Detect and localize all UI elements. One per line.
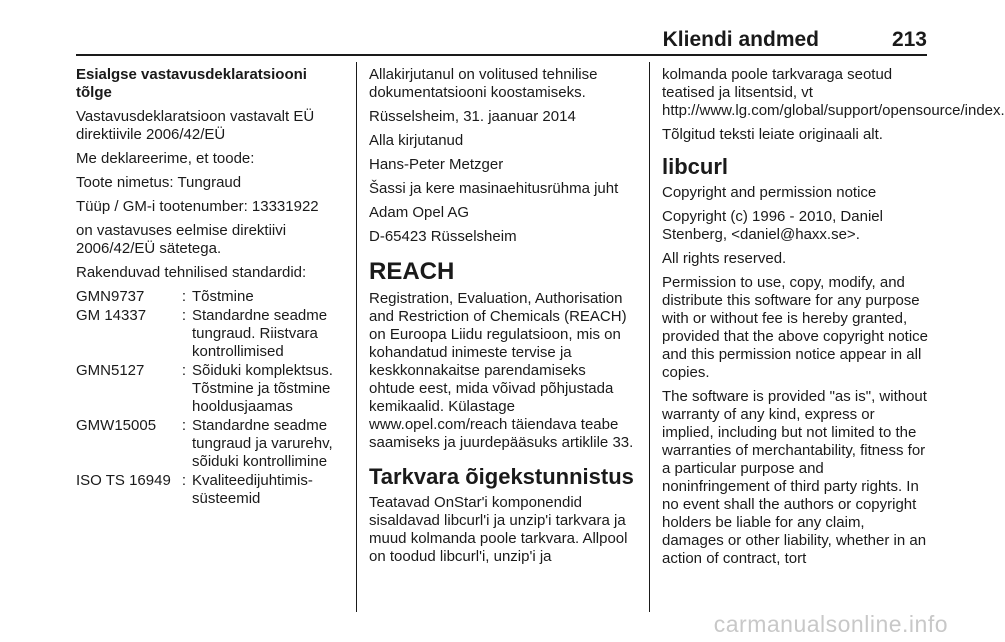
standard-description: Tõstmine — [192, 288, 254, 305]
section-title: Kliendi andmed — [662, 28, 819, 51]
standard-code: GM 14337 — [76, 307, 147, 324]
paragraph: The software is provided "as is", without warranty of any kind, express or implied, including but not limited to the warranties of merchantability, fitness for a particular purpose and noninfringement of third party rights. In no event shall the authors or copyright holders be liable for any claim, damages or other liability, whether in an action of contract, tort — [662, 388, 927, 567]
column-divider-1 — [356, 62, 357, 612]
table-row — [76, 288, 344, 307]
separator: : — [181, 288, 187, 305]
header-rule — [76, 54, 927, 56]
paragraph: on vastavuses eelmise direktiivi 2006/42/EÜ sätetega. — [76, 222, 287, 257]
column-2 — [369, 66, 635, 572]
libcurl-heading: libcurl — [662, 154, 729, 179]
paragraph: Tüüp / GM-i tootenumber: 13331922 — [76, 198, 319, 215]
standard-description: Standardne seadme tungraud. Riistvara kontrollimised — [192, 307, 328, 360]
separator: : — [181, 307, 187, 324]
watermark: carmanualsonline.info — [713, 611, 948, 637]
standards-table — [76, 288, 344, 509]
standard-code: ISO TS 16949 — [76, 472, 171, 489]
paragraph: Šassi ja kere masinaehitusrühma juht — [369, 180, 619, 197]
paragraph: Me deklareerime, et toode: — [76, 150, 255, 167]
column-3 — [662, 66, 1005, 574]
reach-heading: REACH — [369, 258, 455, 285]
paragraph: Toote nimetus: Tungraud — [76, 174, 242, 191]
separator: : — [181, 362, 187, 379]
standard-code: GMN5127 — [76, 362, 145, 379]
software-paragraph: Teatavad OnStar'i komponendid sisaldavad libcurl'i ja unzip'i tarkvara ja muud kolmanda poole tarkvara. Allpool on toodud libcurl'i, unzip'i ja — [369, 494, 628, 565]
paragraph: Allakirjutanul on volitused tehnilise dokumentatsiooni koostamiseks. — [369, 66, 598, 101]
standard-description: Standardne seadme tungraud ja varurehv, sõiduki kontrollimine — [192, 417, 333, 470]
paragraph: Alla kirjutanud — [369, 132, 464, 149]
table-row — [76, 362, 344, 417]
paragraph: Copyright and permission notice — [662, 184, 877, 201]
page-number: 213 — [891, 28, 927, 51]
standard-description: Kvaliteedijuhtimis-süsteemid — [192, 472, 313, 507]
standard-code: GMN9737 — [76, 288, 145, 305]
page-header — [76, 26, 927, 56]
column-divider-2 — [649, 62, 650, 612]
paragraph: kolmanda poole tarkvaraga seotud teatised ja litsentsid, vt http://www.lg.com/global/support/opensource/index. — [662, 66, 1005, 119]
standard-description: Sõiduki komplektsus. Tõstmine ja tõstmine hooldusjaamas — [192, 362, 333, 415]
paragraph: D-65423 Rüsselsheim — [369, 228, 517, 245]
paragraph: Rüsselsheim, 31. jaanuar 2014 — [369, 108, 576, 125]
table-row — [76, 417, 344, 472]
reach-paragraph: Registration, Evaluation, Authorisation and Restriction of Chemicals (REACH) on Euroopa Liidu regulatsioon, mis on kohandatud inimeste tervise ja keskkonnakaitse parendamiseks ohtude eest, mida võivad põhjustada kemikaalid. Külastage www.opel.com/reach täiendava teabe saamiseks ja juurdepääsuks artiklile 33. — [369, 290, 634, 451]
paragraph: Hans-Peter Metzger — [369, 156, 504, 173]
column-1 — [76, 66, 344, 509]
paragraph: Copyright (c) 1996 - 2010, Daniel Stenberg, <daniel@haxx.se>. — [662, 208, 883, 243]
table-row — [76, 307, 344, 362]
paragraph: Vastavusdeklaratsioon vastavalt EÜ direktiivile 2006/42/EÜ — [76, 108, 315, 143]
paragraph: Tõlgitud teksti leiate originaali alt. — [662, 126, 883, 143]
paragraph: Rakenduvad tehnilised standardid: — [76, 264, 307, 281]
separator: : — [181, 472, 187, 489]
paragraph: Permission to use, copy, modify, and distribute this software for any purpose with or without fee is hereby granted, provided that the above copyright notice and this permission notice appear in all copies. — [662, 274, 929, 381]
paragraph: Adam Opel AG — [369, 204, 470, 221]
paragraph: All rights reserved. — [662, 250, 787, 267]
standard-code: GMW15005 — [76, 417, 157, 434]
table-row — [76, 472, 344, 509]
separator: : — [181, 417, 187, 434]
declaration-heading: Esialgse vastavusdeklaratsiooni tõlge — [76, 66, 307, 101]
software-heading: Tarkvara õigekstunnistus — [369, 464, 634, 489]
